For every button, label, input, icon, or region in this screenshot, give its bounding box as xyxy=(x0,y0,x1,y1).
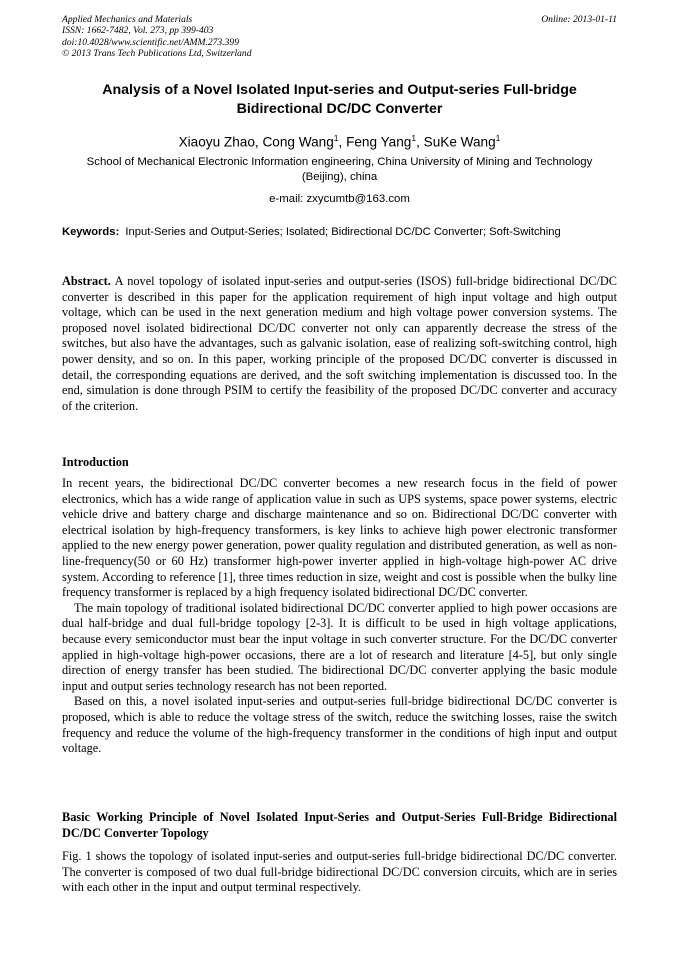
author-name: Cong Wang xyxy=(262,134,334,150)
online-date: Online: 2013-01-11 xyxy=(541,14,617,25)
author-affiliation-mark: 1 xyxy=(333,133,339,143)
author-list: Xiaoyu Zhao, Cong Wang$^1$, Feng Yang$^1$, SuKe Wang$^1$ xyxy=(178,133,501,150)
introduction-section xyxy=(62,476,617,757)
contact-email: e-mail: zxycumtb@163.com xyxy=(269,193,410,205)
paper-title: Analysis of a Novel Isolated Input-series and Output-series Full-bridge Bidirectional DC/DC Converter xyxy=(102,82,577,117)
section-heading: Basic Working Principle of Novel Isolated Input-Series and Output-Series Full-Bridge Bidirectional DC/DC Converter Topology xyxy=(62,810,617,840)
keywords-text: Input-Series and Output-Series; Isolated; Bidirectional DC/DC Converter; Soft-Switching xyxy=(125,226,561,238)
paragraph: The main topology of traditional isolated bidirectional DC/DC converter applied to high power occasions are dual half-bridge and dual full-bridge topology [2-3]. It is difficult to be used in high voltage applications, because every semiconductor must bear the input voltage in such converter structure. For the DC/DC converter applied in high-voltage high-power occasions, there are a lot of research and literature [4-5], but only single direction of energy transfer has been studied. The bidirectional DC/DC converter applying the basic module input and output series technology research has not been reported. xyxy=(62,600,617,693)
author-name: Feng Yang xyxy=(346,134,412,150)
basic-principle-section xyxy=(62,849,617,896)
paragraph: Fig. 1 shows the topology of isolated input-series and output-series full-bridge bidirectional DC/DC converter. The converter is composed of two dual full-bridge bidirectional DC/DC conversion circuits, which are in series with each other in the input and output terminal respectively. xyxy=(62,849,617,895)
author-affiliation-mark: 1 xyxy=(495,133,501,143)
author-affiliation-mark: 1 xyxy=(411,133,417,143)
journal-name: Applied Mechanics and Materials xyxy=(62,14,193,25)
abstract-text: A novel topology of isolated input-series and output-series (ISOS) full-bridge bidirectional DC/DC converter is described in this paper for the application requirement of high input voltage and high output voltage, which can be used in the next generation medium and high voltage power conversion systems. The proposed novel isolated bidirectional DC/DC converter not only can apparently decrease the stress of the switches, but also have the advantages, such as galvanic isolation, ease of realizing soft-switching control, high power density, and so on. In this paper, working principle of the proposed DC/DC converter is discussed in detail, the corresponding equations are derived, and the soft switching implementation is discussed too. In the end, simulation is done through PSIM to certify the feasibility of the proposed DC/DC converter and accuracy of the criterion. xyxy=(62,274,617,413)
paragraph: Based on this, a novel isolated input-series and output-series full-bridge bidirectional DC/DC converter is proposed, which is able to reduce the voltage stress of the switch, reduce the switching losses, raise the switch frequency and reduce the volume of the high-frequency transformer in the conditions of high input and output voltage. xyxy=(62,694,617,756)
author-name: SuKe Wang xyxy=(423,134,496,150)
keywords-section xyxy=(62,225,617,241)
author-name: Xiaoyu Zhao xyxy=(178,134,255,150)
abstract-section xyxy=(62,274,617,414)
issn-line: ISSN: 1662-7482, Vol. 273, pp 399-403 xyxy=(62,25,214,37)
paragraph: In recent years, the bidirectional DC/DC converter becomes a new research focus in the field of power electronics, which has a wide range of application value in such as UPS systems, space power systems, electric vehicle drive and battery charge and discharge maintenance and so on. Bidirectional DC/DC converter with electrical isolation by high-frequency transformers, is key links to achieve high power electronic transformer applied to the new energy power generation, power quality regulation and distributed generation, as well as non-line-frequency(50 or 60 Hz) transformer high-power inverter applied in high-voltage high-power AC drive system. According to reference [1], three times reduction in size, weight and cost is possible when the bulky line frequency transformer is replaced by a high frequency isolated bidirectional DC/DC converter. xyxy=(62,476,617,600)
journal-header xyxy=(62,14,617,60)
doi-line: doi:10.4028/www.scientific.net/AMM.273.399 xyxy=(62,36,240,48)
introduction-heading: Introduction xyxy=(62,455,129,469)
copyright-line: © 2013 Trans Tech Publications Ltd, Switzerland xyxy=(62,48,252,60)
abstract-label: Abstract. xyxy=(62,274,111,288)
keywords-label: Keywords: xyxy=(62,226,120,238)
affiliation: School of Mechanical Electronic Information engineering, China University of Mining and Technology (Beijing), china xyxy=(86,156,593,183)
